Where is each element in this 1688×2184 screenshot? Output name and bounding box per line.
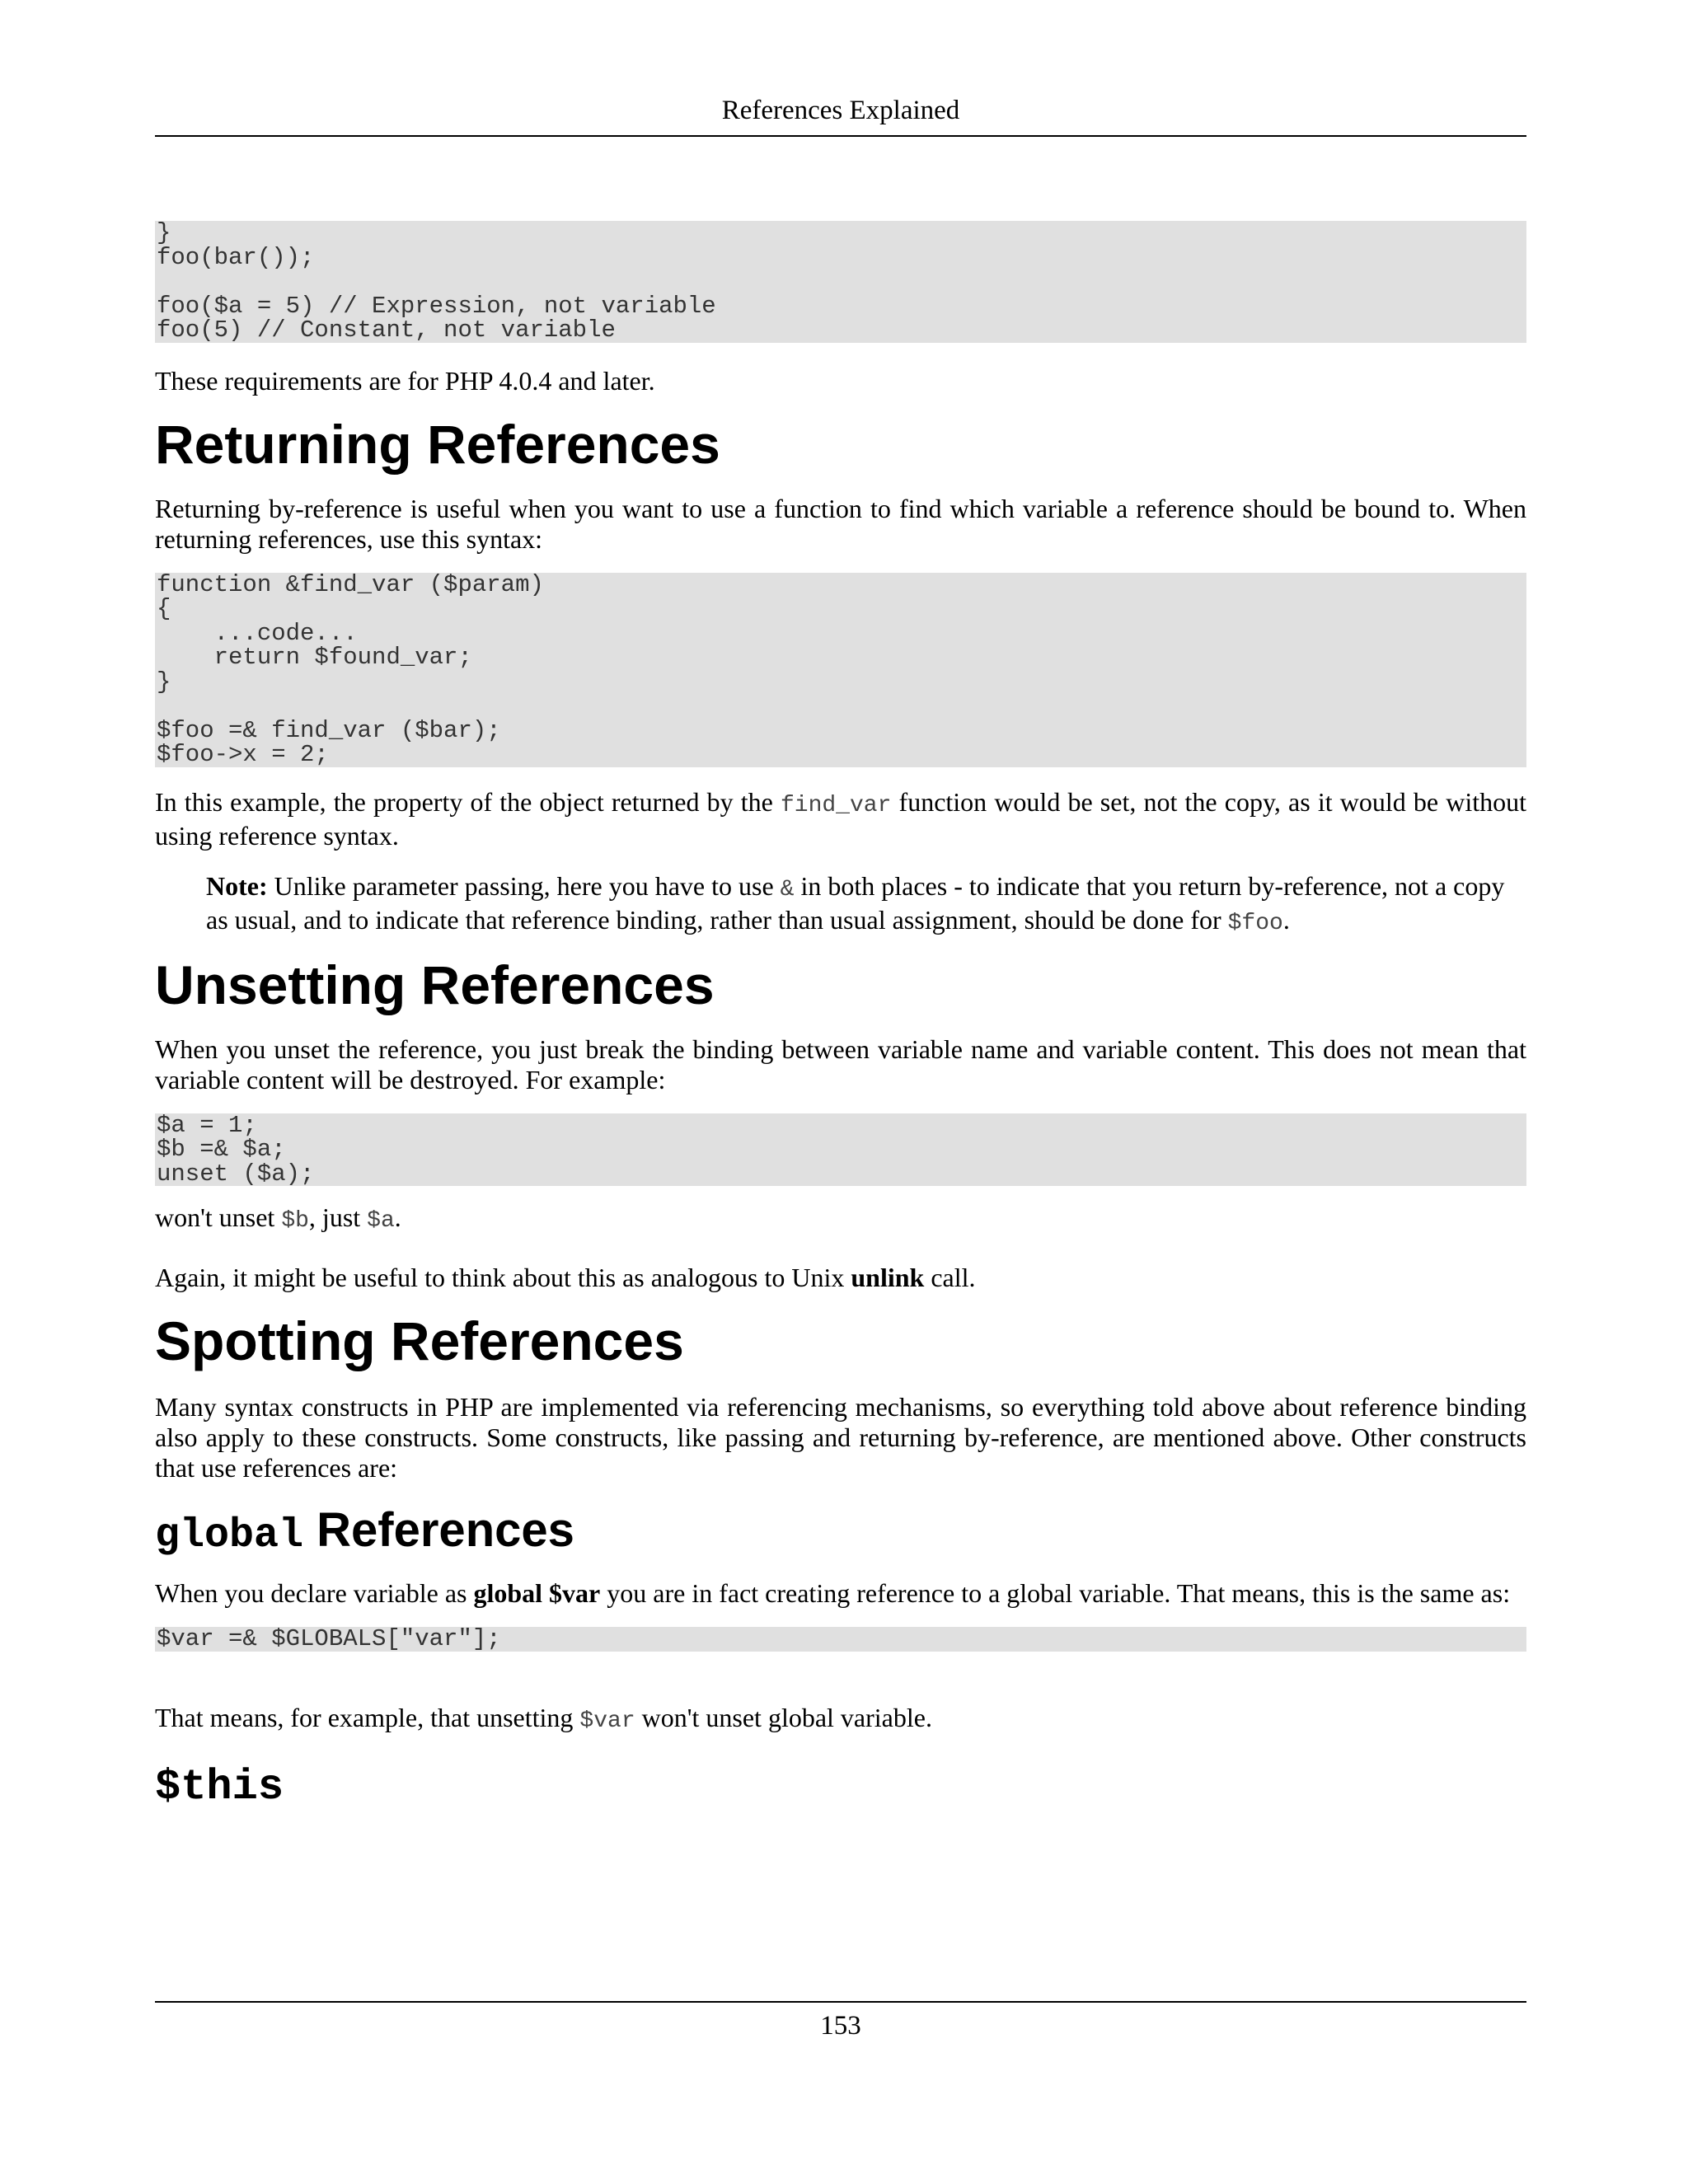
code-block-globals: $var =& $GLOBALS["var"];	[155, 1627, 1526, 1652]
text-span: in both places - to indicate that you return by-reference, not a copy as usual, and to indicate that reference binding, rather than usual assignment, should be done for	[206, 870, 1505, 935]
running-header: References Explained	[721, 96, 960, 125]
bold-global-var: global $var	[473, 1578, 601, 1608]
heading-code-global: global	[155, 1512, 304, 1559]
text-span: won't unset global variable.	[635, 1702, 932, 1732]
paragraph-unset-intro: When you unset the reference, you just break the binding between variable name and variable content. This does not mean that variable content will be destroyed. For example:	[155, 1033, 1526, 1094]
page-number: 153	[820, 2011, 861, 2041]
heading-unsetting-references: Unsetting References	[155, 954, 715, 1015]
paragraph-find-var-explanation	[155, 787, 1526, 851]
inline-code-a: $a	[367, 1208, 395, 1234]
heading-global-references	[155, 1502, 1526, 1565]
inline-code-var: $var	[579, 1708, 635, 1734]
heading-returning-references: Returning References	[155, 413, 720, 475]
text-span: When you declare variable as	[155, 1578, 474, 1608]
inline-code-b: $b	[281, 1208, 309, 1234]
text-span: .	[1282, 904, 1290, 935]
paragraph-unlink	[155, 1263, 1526, 1293]
inline-code-ampersand: &	[780, 876, 795, 902]
paragraph-returning-intro: Returning by-reference is useful when you want to use a function to find which variable a reference should be bound to. When returning references, use this syntax:	[155, 493, 1526, 554]
text-span: won't unset	[155, 1202, 282, 1232]
text-span: Again, it might be useful to think about this as analogous to Unix	[155, 1263, 851, 1292]
bold-unlink: unlink	[851, 1263, 925, 1292]
document-page	[155, 0, 1526, 2184]
inline-code-foo: $foo	[1227, 910, 1283, 936]
note-label: Note:	[206, 870, 268, 901]
text-span: function would be set, not the copy, as it would be without using reference syntax.	[155, 786, 1526, 851]
page-content	[155, 221, 1526, 1814]
code-block-unset: $a = 1; $b =& $a; unset ($a);	[155, 1113, 1526, 1187]
text-span: you are in fact creating reference to a global variable. That means, this is the same as:	[600, 1578, 1511, 1608]
heading-spotting-references: Spotting References	[155, 1310, 684, 1371]
heading-text: References	[303, 1503, 574, 1557]
text-span: Unlike parameter passing, here you have to use	[267, 870, 781, 901]
heading-this: $this	[155, 1762, 284, 1811]
header-rule	[155, 135, 1526, 137]
footer-rule	[155, 2001, 1526, 2003]
note-paragraph	[206, 871, 1526, 939]
paragraph-global-var	[155, 1578, 1526, 1609]
paragraph-spotting-intro: Many syntax constructs in PHP are implemented via referencing mechanisms, so everything told above about reference binding also apply to these constructs. Some constructs, like passing and returning by-reference, are mentioned above. Other constructs that use references are:	[155, 1392, 1526, 1483]
inline-code-find-var: find_var	[780, 792, 892, 818]
text-span: In this example, the property of the object returned by the	[155, 786, 781, 817]
text-span: , just	[308, 1202, 368, 1232]
text-span: That means, for example, that unsetting	[155, 1702, 580, 1732]
paragraph-unsetting-var	[155, 1703, 1526, 1736]
paragraph-requirements: These requirements are for PHP 4.0.4 and later.	[155, 365, 655, 396]
text-span: call.	[924, 1263, 976, 1292]
code-block-find-var: function &find_var ($param) { ...code... return $found_var; } $foo =& find_var ($bar); $foo->x = 2;	[155, 573, 1526, 767]
text-span: .	[394, 1202, 401, 1232]
paragraph-wont-unset	[155, 1202, 1526, 1236]
code-block-foo-examples: } foo(bar()); foo($a = 5) // Expression, not variable foo(5) // Constant, not variable	[155, 221, 1526, 343]
